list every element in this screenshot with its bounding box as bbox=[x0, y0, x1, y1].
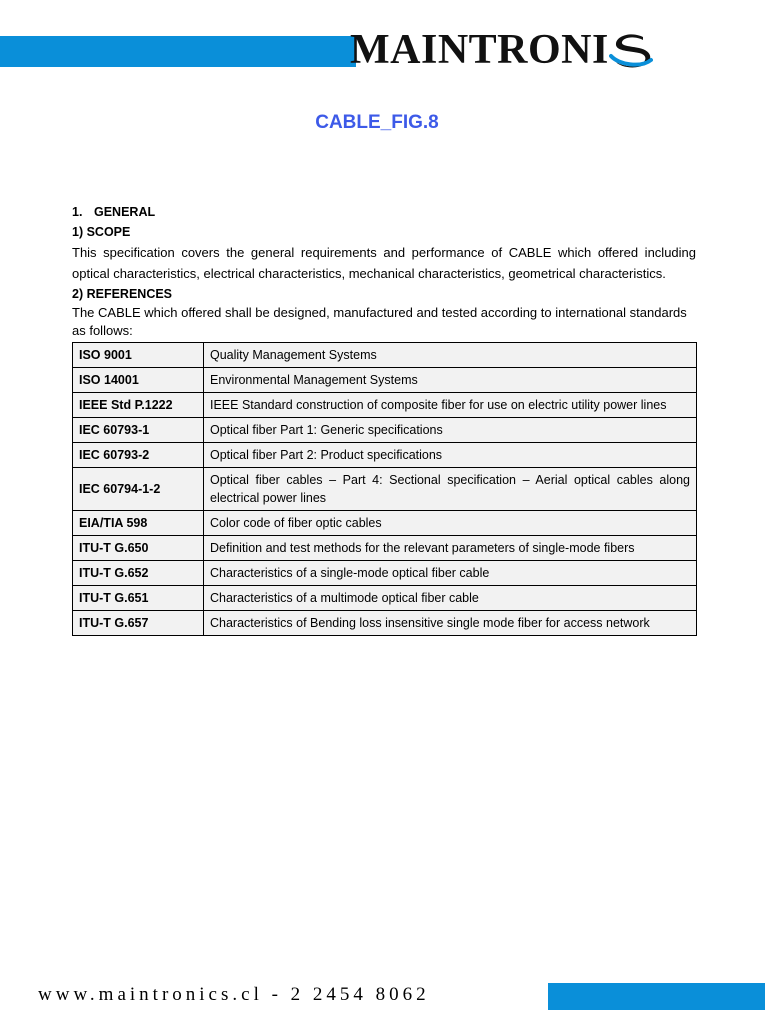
standard-description-cell: Characteristics of Bending loss insensitive single mode fiber for access network bbox=[204, 611, 697, 636]
section-title: GENERAL bbox=[94, 205, 156, 219]
standard-description-cell: Characteristics of a single-mode optical fiber cable bbox=[204, 561, 697, 586]
page-title: CABLE_FIG.8 bbox=[315, 112, 439, 133]
standard-description-cell: Optical fiber cables – Part 4: Sectional specification – Aerial optical cables along electrical power lines bbox=[204, 468, 697, 511]
standard-code-cell: ITU-T G.657 bbox=[73, 611, 204, 636]
header-accent-bar bbox=[0, 36, 356, 67]
document-body bbox=[72, 202, 696, 636]
table-row bbox=[73, 443, 697, 468]
standard-code-cell: ISO 14001 bbox=[73, 368, 204, 393]
standard-code-cell: EIA/TIA 598 bbox=[73, 511, 204, 536]
table-row bbox=[73, 586, 697, 611]
table-row bbox=[73, 343, 697, 368]
brand-wordmark: MAINTRONI bbox=[350, 27, 609, 73]
scope-paragraph: This specification covers the general requirements and performance of CABLE which offered including optical characteristics, electrical characteristics, mechanical characteristics, geometrical characteristics. bbox=[72, 245, 696, 281]
table-row bbox=[73, 418, 697, 443]
standard-description-cell: Color code of fiber optic cables bbox=[204, 511, 697, 536]
standard-code-cell: ISO 9001 bbox=[73, 343, 204, 368]
footer-accent-bar bbox=[548, 983, 765, 1010]
standard-description-cell: Optical fiber Part 1: Generic specifications bbox=[204, 418, 697, 443]
standard-code-cell: IEC 60794-1-2 bbox=[73, 468, 204, 511]
table-row bbox=[73, 393, 697, 418]
scope-heading: 1) SCOPE bbox=[72, 225, 131, 239]
table-row bbox=[73, 611, 697, 636]
swoosh-s-icon bbox=[609, 30, 653, 70]
references-paragraph: The CABLE which offered shall be designed, manufactured and tested according to international standards as follows: bbox=[72, 305, 687, 338]
table-row bbox=[73, 536, 697, 561]
standard-code-cell: IEC 60793-1 bbox=[73, 418, 204, 443]
standard-description-cell: Environmental Management Systems bbox=[204, 368, 697, 393]
standard-code-cell: IEC 60793-2 bbox=[73, 443, 204, 468]
standard-description-cell: Definition and test methods for the relevant parameters of single-mode fibers bbox=[204, 536, 697, 561]
footer-contact: www.maintronics.cl - 2 2454 8062 bbox=[38, 984, 430, 1005]
standard-code-cell: ITU-T G.651 bbox=[73, 586, 204, 611]
standard-description-cell: Quality Management Systems bbox=[204, 343, 697, 368]
brand-logo bbox=[350, 28, 755, 72]
standard-code-cell: ITU-T G.650 bbox=[73, 536, 204, 561]
section-general-heading bbox=[72, 202, 696, 222]
standard-description-cell: Optical fiber Part 2: Product specifications bbox=[204, 443, 697, 468]
standard-description-cell: IEEE Standard construction of composite fiber for use on electric utility power lines bbox=[204, 393, 697, 418]
references-table bbox=[72, 342, 697, 636]
references-heading: 2) REFERENCES bbox=[72, 287, 173, 301]
standard-code-cell: ITU-T G.652 bbox=[73, 561, 204, 586]
standard-code-cell: IEEE Std P.1222 bbox=[73, 393, 204, 418]
section-number: 1. bbox=[72, 205, 83, 219]
table-row bbox=[73, 561, 697, 586]
table-row bbox=[73, 468, 697, 511]
standard-description-cell: Characteristics of a multimode optical fiber cable bbox=[204, 586, 697, 611]
table-row bbox=[73, 511, 697, 536]
table-row bbox=[73, 368, 697, 393]
